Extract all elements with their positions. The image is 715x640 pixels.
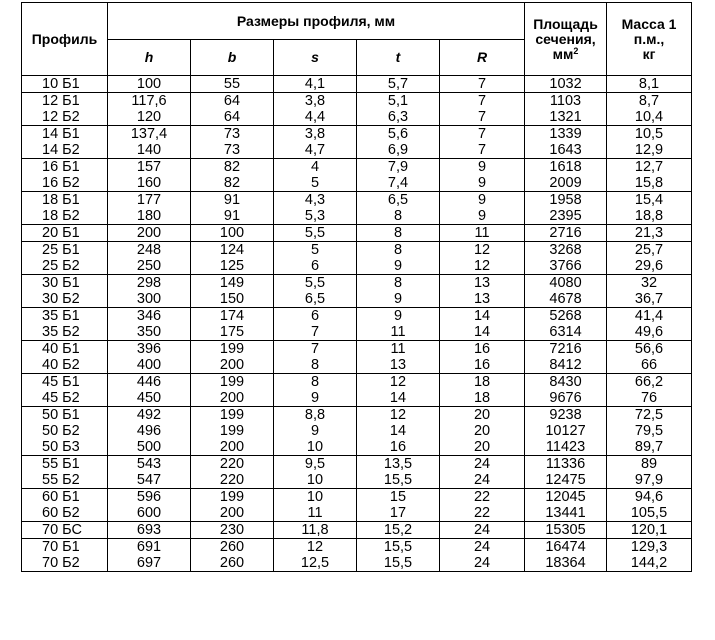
- table-cell: 30 Б1: [22, 275, 108, 292]
- table-row: [22, 555, 692, 572]
- table-row: [22, 522, 692, 539]
- table-cell: 137,4: [108, 126, 191, 143]
- table-cell: 200: [108, 225, 191, 242]
- table-cell: 4,1: [274, 76, 357, 93]
- table-cell: 8: [357, 275, 440, 292]
- table-cell: 10: [274, 472, 357, 489]
- table-cell: 11: [357, 341, 440, 358]
- table-cell: 76: [607, 390, 692, 407]
- table-cell: 64: [191, 109, 274, 126]
- col-header-area: Площадь сечения, $мм^2$: [525, 3, 607, 76]
- table-cell: 12: [274, 539, 357, 556]
- table-row: [22, 439, 692, 456]
- table-row: [22, 324, 692, 341]
- table-cell: 150: [191, 291, 274, 308]
- col-header-mass: Масса 1 п.м., кг: [607, 3, 692, 76]
- table-cell: 400: [108, 357, 191, 374]
- table-cell: 3,8: [274, 126, 357, 143]
- table-cell: 180: [108, 208, 191, 225]
- col-header-profile: Профиль: [22, 3, 108, 76]
- table-cell: 160: [108, 175, 191, 192]
- table-cell: 55 Б1: [22, 456, 108, 473]
- table-cell: 50 Б1: [22, 407, 108, 424]
- table-cell: 5,3: [274, 208, 357, 225]
- table-cell: 1958: [525, 192, 607, 209]
- col-header-b: b: [191, 40, 274, 76]
- table-cell: 596: [108, 489, 191, 506]
- table-cell: 117,6: [108, 93, 191, 110]
- table-cell: 20 Б1: [22, 225, 108, 242]
- table-cell: 6: [274, 308, 357, 325]
- table-cell: 4: [274, 159, 357, 176]
- table-row: [22, 242, 692, 259]
- table-cell: 16474: [525, 539, 607, 556]
- table-cell: 492: [108, 407, 191, 424]
- table-cell: 200: [191, 390, 274, 407]
- table-cell: 70 Б1: [22, 539, 108, 556]
- table-cell: 73: [191, 126, 274, 143]
- table-cell: 7: [274, 341, 357, 358]
- table-cell: 199: [191, 489, 274, 506]
- table-cell: 9: [440, 175, 525, 192]
- table-cell: 36,7: [607, 291, 692, 308]
- table-cell: 260: [191, 555, 274, 572]
- table-cell: 40 Б2: [22, 357, 108, 374]
- table-cell: 350: [108, 324, 191, 341]
- table-row: [22, 142, 692, 159]
- table-cell: 346: [108, 308, 191, 325]
- table-cell: 12045: [525, 489, 607, 506]
- table-cell: 64: [191, 93, 274, 110]
- table-cell: 8: [357, 208, 440, 225]
- table-cell: 157: [108, 159, 191, 176]
- table-cell: 1103: [525, 93, 607, 110]
- table-cell: 20: [440, 407, 525, 424]
- table-cell: 8: [357, 225, 440, 242]
- table-cell: 9: [274, 423, 357, 439]
- table-cell: 697: [108, 555, 191, 572]
- table-cell: 220: [191, 456, 274, 473]
- table-cell: 16 Б1: [22, 159, 108, 176]
- table-cell: 12475: [525, 472, 607, 489]
- table-cell: 66,2: [607, 374, 692, 391]
- table-cell: 82: [191, 175, 274, 192]
- table-cell: 100: [108, 76, 191, 93]
- table-cell: 14 Б1: [22, 126, 108, 143]
- table-cell: 100: [191, 225, 274, 242]
- table-cell: 12,5: [274, 555, 357, 572]
- profile-spec-table: [21, 2, 692, 572]
- table-cell: 5268: [525, 308, 607, 325]
- table-cell: 9: [357, 291, 440, 308]
- table-row: [22, 175, 692, 192]
- table-cell: 175: [191, 324, 274, 341]
- table-cell: 14: [440, 308, 525, 325]
- table-cell: 220: [191, 472, 274, 489]
- table-cell: 1321: [525, 109, 607, 126]
- table-cell: 129,3: [607, 539, 692, 556]
- table-cell: 14: [357, 390, 440, 407]
- table-cell: 5,7: [357, 76, 440, 93]
- table-cell: 4,3: [274, 192, 357, 209]
- table-cell: 200: [191, 357, 274, 374]
- table-cell: 29,6: [607, 258, 692, 275]
- table-cell: 24: [440, 555, 525, 572]
- table-cell: 8412: [525, 357, 607, 374]
- table-row: [22, 258, 692, 275]
- table-cell: 691: [108, 539, 191, 556]
- table-row: [22, 76, 692, 93]
- table-cell: 230: [191, 522, 274, 539]
- table-cell: 7: [274, 324, 357, 341]
- table-cell: 70 Б2: [22, 555, 108, 572]
- table-cell: 15,5: [357, 539, 440, 556]
- table-cell: 12: [440, 242, 525, 259]
- table-cell: 30 Б2: [22, 291, 108, 308]
- table-cell: 35 Б2: [22, 324, 108, 341]
- table-cell: 15,5: [357, 472, 440, 489]
- table-row: [22, 423, 692, 439]
- table-cell: 89: [607, 456, 692, 473]
- table-cell: 5: [274, 175, 357, 192]
- table-row: [22, 489, 692, 506]
- table-cell: 8: [274, 357, 357, 374]
- table-cell: 60 Б1: [22, 489, 108, 506]
- table-cell: 298: [108, 275, 191, 292]
- table-cell: 8430: [525, 374, 607, 391]
- table-row: [22, 109, 692, 126]
- table-cell: 18,8: [607, 208, 692, 225]
- table-cell: 12: [357, 374, 440, 391]
- table-cell: 11423: [525, 439, 607, 456]
- table-cell: 50 Б2: [22, 423, 108, 439]
- table-cell: 22: [440, 489, 525, 506]
- table-row: [22, 407, 692, 424]
- table-cell: 24: [440, 539, 525, 556]
- table-cell: 5,1: [357, 93, 440, 110]
- table-cell: 25 Б2: [22, 258, 108, 275]
- table-cell: 496: [108, 423, 191, 439]
- table-cell: 10127: [525, 423, 607, 439]
- table-cell: 9676: [525, 390, 607, 407]
- table-cell: 7216: [525, 341, 607, 358]
- table-cell: 1618: [525, 159, 607, 176]
- table-cell: 41,4: [607, 308, 692, 325]
- table-cell: 4080: [525, 275, 607, 292]
- table-cell: 2716: [525, 225, 607, 242]
- table-row: [22, 308, 692, 325]
- table-cell: 16: [440, 341, 525, 358]
- table-cell: 56,6: [607, 341, 692, 358]
- table-cell: 11: [357, 324, 440, 341]
- table-cell: 1643: [525, 142, 607, 159]
- table-cell: 9: [274, 390, 357, 407]
- table-cell: 20: [440, 423, 525, 439]
- table-cell: 500: [108, 439, 191, 456]
- table-cell: 94,6: [607, 489, 692, 506]
- table-cell: 7: [440, 93, 525, 110]
- table-cell: 60 Б2: [22, 505, 108, 522]
- table-cell: 11336: [525, 456, 607, 473]
- table-cell: 6,3: [357, 109, 440, 126]
- table-cell: 45 Б1: [22, 374, 108, 391]
- table-cell: 70 БС: [22, 522, 108, 539]
- table-cell: 24: [440, 472, 525, 489]
- table-cell: 97,9: [607, 472, 692, 489]
- table-cell: 1339: [525, 126, 607, 143]
- table-cell: 547: [108, 472, 191, 489]
- table-cell: 5,6: [357, 126, 440, 143]
- table-cell: 446: [108, 374, 191, 391]
- table-cell: 199: [191, 407, 274, 424]
- table-cell: 199: [191, 423, 274, 439]
- table-row: [22, 374, 692, 391]
- table-cell: 12: [440, 258, 525, 275]
- table-cell: 91: [191, 192, 274, 209]
- table-row: [22, 472, 692, 489]
- table-row: [22, 539, 692, 556]
- table-cell: 6,5: [357, 192, 440, 209]
- table-cell: 55: [191, 76, 274, 93]
- table-cell: 16 Б2: [22, 175, 108, 192]
- table-cell: 15,5: [357, 555, 440, 572]
- table-cell: 248: [108, 242, 191, 259]
- table-cell: 120: [108, 109, 191, 126]
- table-cell: 396: [108, 341, 191, 358]
- table-row: [22, 126, 692, 143]
- table-cell: 25 Б1: [22, 242, 108, 259]
- col-header-r: R: [440, 40, 525, 76]
- table-cell: 149: [191, 275, 274, 292]
- col-header-sizes: Размеры профиля, мм: [108, 3, 525, 40]
- table-cell: 12 Б2: [22, 109, 108, 126]
- table-cell: 174: [191, 308, 274, 325]
- table-cell: 12 Б1: [22, 93, 108, 110]
- table-cell: 20: [440, 439, 525, 456]
- table-cell: 21,3: [607, 225, 692, 242]
- table-cell: 8,7: [607, 93, 692, 110]
- table-cell: 32: [607, 275, 692, 292]
- table-cell: 140: [108, 142, 191, 159]
- table-cell: 72,5: [607, 407, 692, 424]
- table-cell: 79,5: [607, 423, 692, 439]
- table-cell: 9: [357, 308, 440, 325]
- table-cell: 14 Б2: [22, 142, 108, 159]
- table-cell: 8: [357, 242, 440, 259]
- table-cell: 15,8: [607, 175, 692, 192]
- table-cell: 11: [440, 225, 525, 242]
- table-cell: 10: [274, 439, 357, 456]
- table-cell: 18: [440, 374, 525, 391]
- table-cell: 15305: [525, 522, 607, 539]
- table-cell: 250: [108, 258, 191, 275]
- table-cell: 82: [191, 159, 274, 176]
- table-cell: 14: [357, 423, 440, 439]
- table-cell: 4,4: [274, 109, 357, 126]
- table-cell: 10: [274, 489, 357, 506]
- table-cell: 13: [440, 275, 525, 292]
- col-header-s: s: [274, 40, 357, 76]
- col-header-t: t: [357, 40, 440, 76]
- table-cell: 693: [108, 522, 191, 539]
- table-cell: 6,5: [274, 291, 357, 308]
- table-cell: 14: [440, 324, 525, 341]
- table-row: [22, 456, 692, 473]
- table-row: [22, 390, 692, 407]
- table-cell: 300: [108, 291, 191, 308]
- table-cell: 10,4: [607, 109, 692, 126]
- table-row: [22, 93, 692, 110]
- table-cell: 10,5: [607, 126, 692, 143]
- table-cell: 6: [274, 258, 357, 275]
- table-cell: 18: [440, 390, 525, 407]
- table-cell: 12: [357, 407, 440, 424]
- table-cell: 177: [108, 192, 191, 209]
- table-cell: 18 Б1: [22, 192, 108, 209]
- table-cell: 12,7: [607, 159, 692, 176]
- table-cell: 11,8: [274, 522, 357, 539]
- table-row: [22, 275, 692, 292]
- table-cell: 55 Б2: [22, 472, 108, 489]
- table-cell: 450: [108, 390, 191, 407]
- table-cell: 66: [607, 357, 692, 374]
- table-cell: 16: [440, 357, 525, 374]
- table-cell: 13: [440, 291, 525, 308]
- table-cell: 3766: [525, 258, 607, 275]
- table-cell: 6314: [525, 324, 607, 341]
- table-cell: 2395: [525, 208, 607, 225]
- table-cell: 9,5: [274, 456, 357, 473]
- table-cell: 9: [357, 258, 440, 275]
- table-cell: 18364: [525, 555, 607, 572]
- table-cell: 11: [274, 505, 357, 522]
- table-cell: 15,2: [357, 522, 440, 539]
- table-cell: 5,5: [274, 225, 357, 242]
- table-cell: 12,9: [607, 142, 692, 159]
- table-cell: 5,5: [274, 275, 357, 292]
- table-cell: 7,4: [357, 175, 440, 192]
- table-cell: 199: [191, 341, 274, 358]
- table-cell: 40 Б1: [22, 341, 108, 358]
- table-cell: 124: [191, 242, 274, 259]
- table-row: [22, 225, 692, 242]
- table-cell: 3,8: [274, 93, 357, 110]
- table-cell: 8,1: [607, 76, 692, 93]
- table-cell: 8,8: [274, 407, 357, 424]
- table-cell: 7,9: [357, 159, 440, 176]
- table-cell: 73: [191, 142, 274, 159]
- table-cell: 600: [108, 505, 191, 522]
- table-cell: 10 Б1: [22, 76, 108, 93]
- table-cell: 24: [440, 522, 525, 539]
- table-cell: 49,6: [607, 324, 692, 341]
- table-cell: 25,7: [607, 242, 692, 259]
- table-cell: 2009: [525, 175, 607, 192]
- table-cell: 50 Б3: [22, 439, 108, 456]
- table-body: [22, 76, 692, 572]
- table-row: [22, 291, 692, 308]
- table-cell: 22: [440, 505, 525, 522]
- table-cell: 199: [191, 374, 274, 391]
- table-cell: 13: [357, 357, 440, 374]
- table-cell: 260: [191, 539, 274, 556]
- table-cell: 4,7: [274, 142, 357, 159]
- table-cell: 89,7: [607, 439, 692, 456]
- table-cell: 8: [274, 374, 357, 391]
- table-cell: 9: [440, 159, 525, 176]
- table-cell: 105,5: [607, 505, 692, 522]
- table-cell: 120,1: [607, 522, 692, 539]
- table-cell: 17: [357, 505, 440, 522]
- table-cell: 5: [274, 242, 357, 259]
- table-cell: 35 Б1: [22, 308, 108, 325]
- table-cell: 18 Б2: [22, 208, 108, 225]
- table-cell: 6,9: [357, 142, 440, 159]
- table-cell: 7: [440, 76, 525, 93]
- table-row: [22, 159, 692, 176]
- table-row: [22, 341, 692, 358]
- table-cell: 91: [191, 208, 274, 225]
- table-cell: 125: [191, 258, 274, 275]
- table-cell: 15: [357, 489, 440, 506]
- table-cell: 1032: [525, 76, 607, 93]
- table-cell: 13441: [525, 505, 607, 522]
- table-row: [22, 505, 692, 522]
- table-cell: 9: [440, 208, 525, 225]
- table-cell: 7: [440, 109, 525, 126]
- table-cell: 3268: [525, 242, 607, 259]
- table-cell: 16: [357, 439, 440, 456]
- table-cell: 200: [191, 439, 274, 456]
- table-row: [22, 208, 692, 225]
- table-cell: 15,4: [607, 192, 692, 209]
- table-cell: 144,2: [607, 555, 692, 572]
- table-cell: 7: [440, 142, 525, 159]
- table-cell: 4678: [525, 291, 607, 308]
- table-row: [22, 357, 692, 374]
- table-cell: 45 Б2: [22, 390, 108, 407]
- table-cell: 9: [440, 192, 525, 209]
- table-row: [22, 192, 692, 209]
- table-cell: 13,5: [357, 456, 440, 473]
- col-header-h: h: [108, 40, 191, 76]
- table-cell: 7: [440, 126, 525, 143]
- table-cell: 543: [108, 456, 191, 473]
- table-cell: 200: [191, 505, 274, 522]
- table-cell: 24: [440, 456, 525, 473]
- table-cell: 9238: [525, 407, 607, 424]
